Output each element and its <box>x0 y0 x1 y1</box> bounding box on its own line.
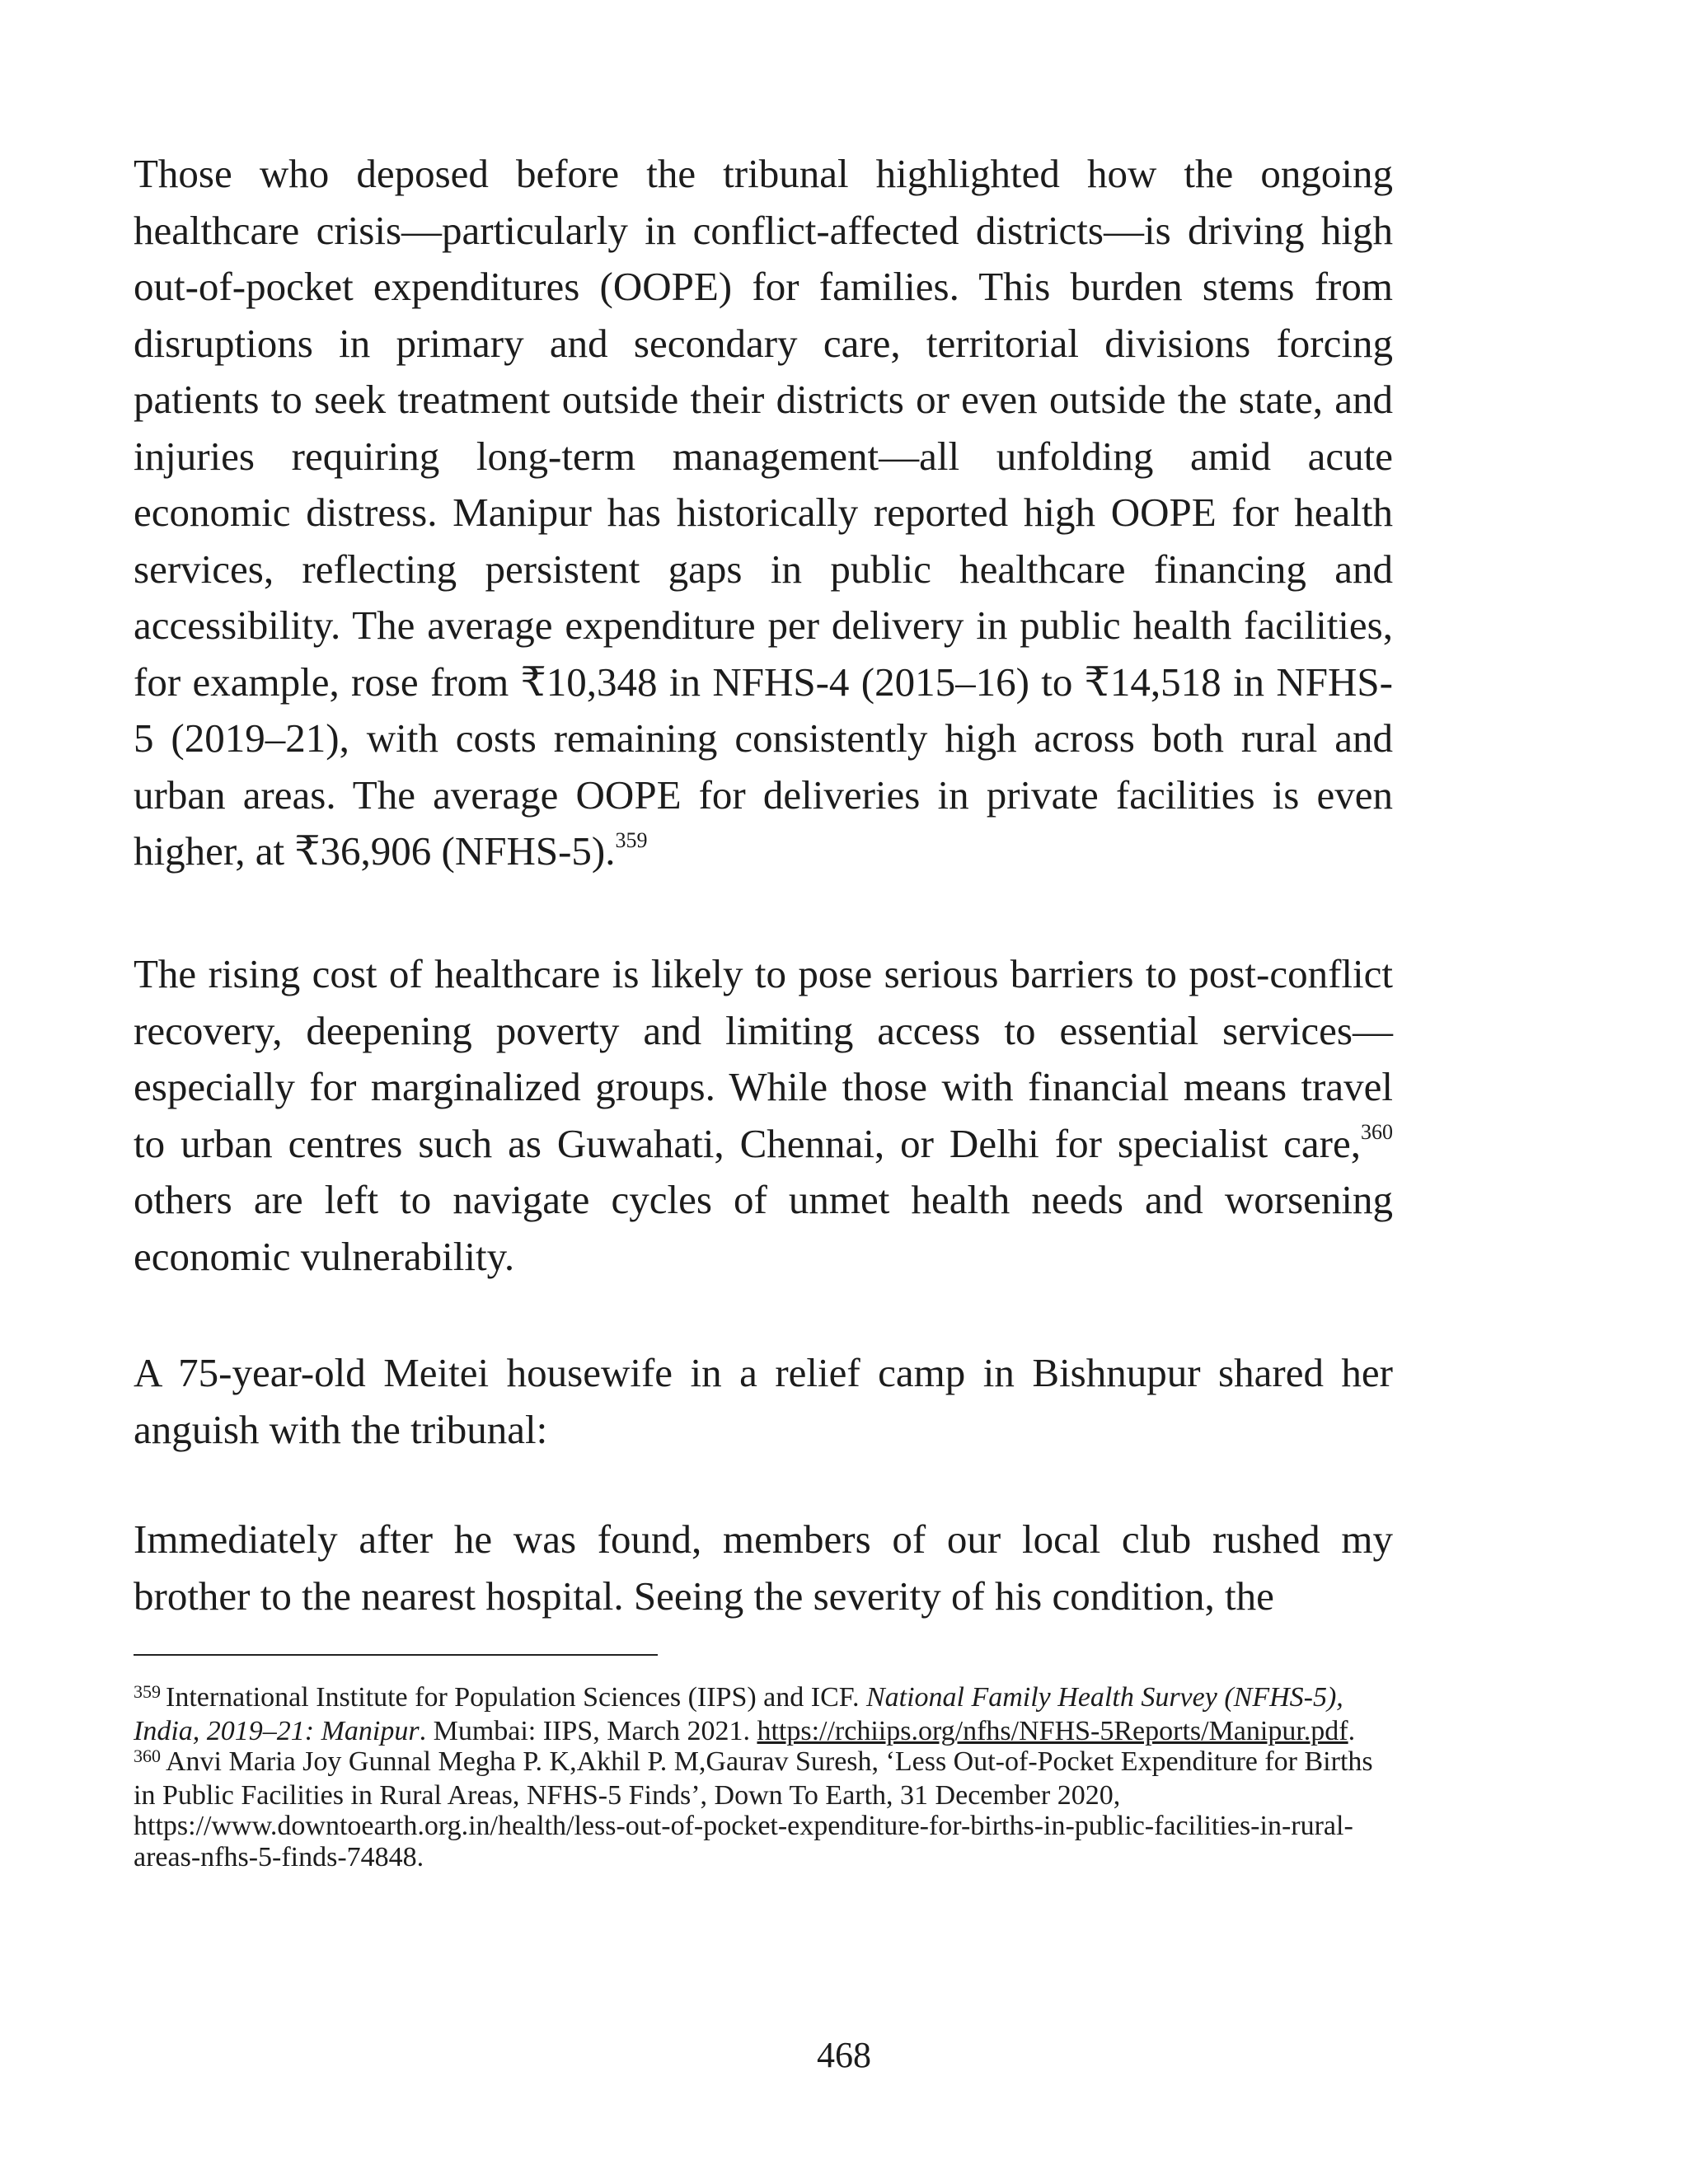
paragraph-text: The rising cost of healthcare is likely to pose serious barriers to post-conflict recovery, deepening poverty and limiting access to essential services—especially for marginalized groups. While those with financial means travel to urban centres such as Guwahati, Chennai, or Delhi for specialist care, <box>134 951 1393 1166</box>
body-paragraph <box>134 146 1393 880</box>
footnote-link[interactable]: https://rchiips.org/nfhs/NFHS-5Reports/Manipur.pdf <box>757 1715 1348 1746</box>
footnote-number: 359 <box>134 1681 161 1702</box>
body-paragraph <box>134 946 1393 1285</box>
footnote-text: International Institute for Population Sciences (IIPS) and ICF. <box>166 1682 866 1713</box>
footnote-reference[interactable]: 360 <box>1361 1120 1393 1145</box>
footnote-title: National Family Health Survey (NFHS-5), India, 2019–21: Manipur <box>134 1682 1343 1746</box>
footnote-text: Anvi Maria Joy Gunnal Megha P. K,Akhil P. M,Gaurav Suresh, ‘Less Out-of-Pocket Expenditure for Births in Public Facilities in Rural Areas, NFHS-5 Finds’, Down To Earth, 31 December 2020, https://www.downtoearth.org.in/health/less-out-of-pocket-expenditure-for-births-in-public-facilities-in-rural-areas-nfhs-5-finds-74848. <box>134 1746 1373 1872</box>
footnote-separator <box>134 1654 658 1656</box>
body-paragraph <box>134 1345 1393 1458</box>
footnote-360 <box>134 1746 1393 1872</box>
footnote-text: . <box>1348 1715 1356 1746</box>
footnote-359 <box>134 1682 1393 1746</box>
footnotes-section <box>134 1682 1393 1872</box>
paragraph-text: A 75-year-old Meitei housewife in a relief camp in Bishnupur shared her anguish with the tribunal: <box>134 1350 1393 1452</box>
footnote-number: 360 <box>134 1746 161 1766</box>
footnote-text: . Mumbai: IIPS, March 2021. <box>419 1715 757 1746</box>
testimony-paragraph <box>134 1511 1393 1624</box>
page-number: 468 <box>817 2035 871 2075</box>
paragraph-text: Immediately after he was found, members of our local club rushed my brother to the nearest hospital. Seeing the severity of his condition, the <box>134 1516 1393 1619</box>
footnote-reference[interactable]: 359 <box>615 827 648 852</box>
paragraph-text: Those who deposed before the tribunal highlighted how the ongoing healthcare crisis—particularly in conflict-affected districts—is driving high out-of-pocket expenditures (OOPE) for families. This burden stems from disruptions in primary and secondary care, territorial divisions forcing patients to seek treatment outside their districts or even outside the state, and injuries requiring long-term management—all unfolding amid acute economic distress. Manipur has historically reported high OOPE for health services, reflecting persistent gaps in public healthcare financing and accessibility. The average expenditure per delivery in public health facilities, for example, rose from ₹10,348 in NFHS-4 (2015–16) to ₹14,518 in NFHS-5 (2019–21), with costs remaining consistently high across both rural and urban areas. The average OOPE for deliveries in private facilities is even higher, at ₹36,906 (NFHS-5). <box>134 151 1393 874</box>
paragraph-text: others are left to navigate cycles of unmet health needs and worsening economic vulnerability. <box>134 1177 1393 1279</box>
